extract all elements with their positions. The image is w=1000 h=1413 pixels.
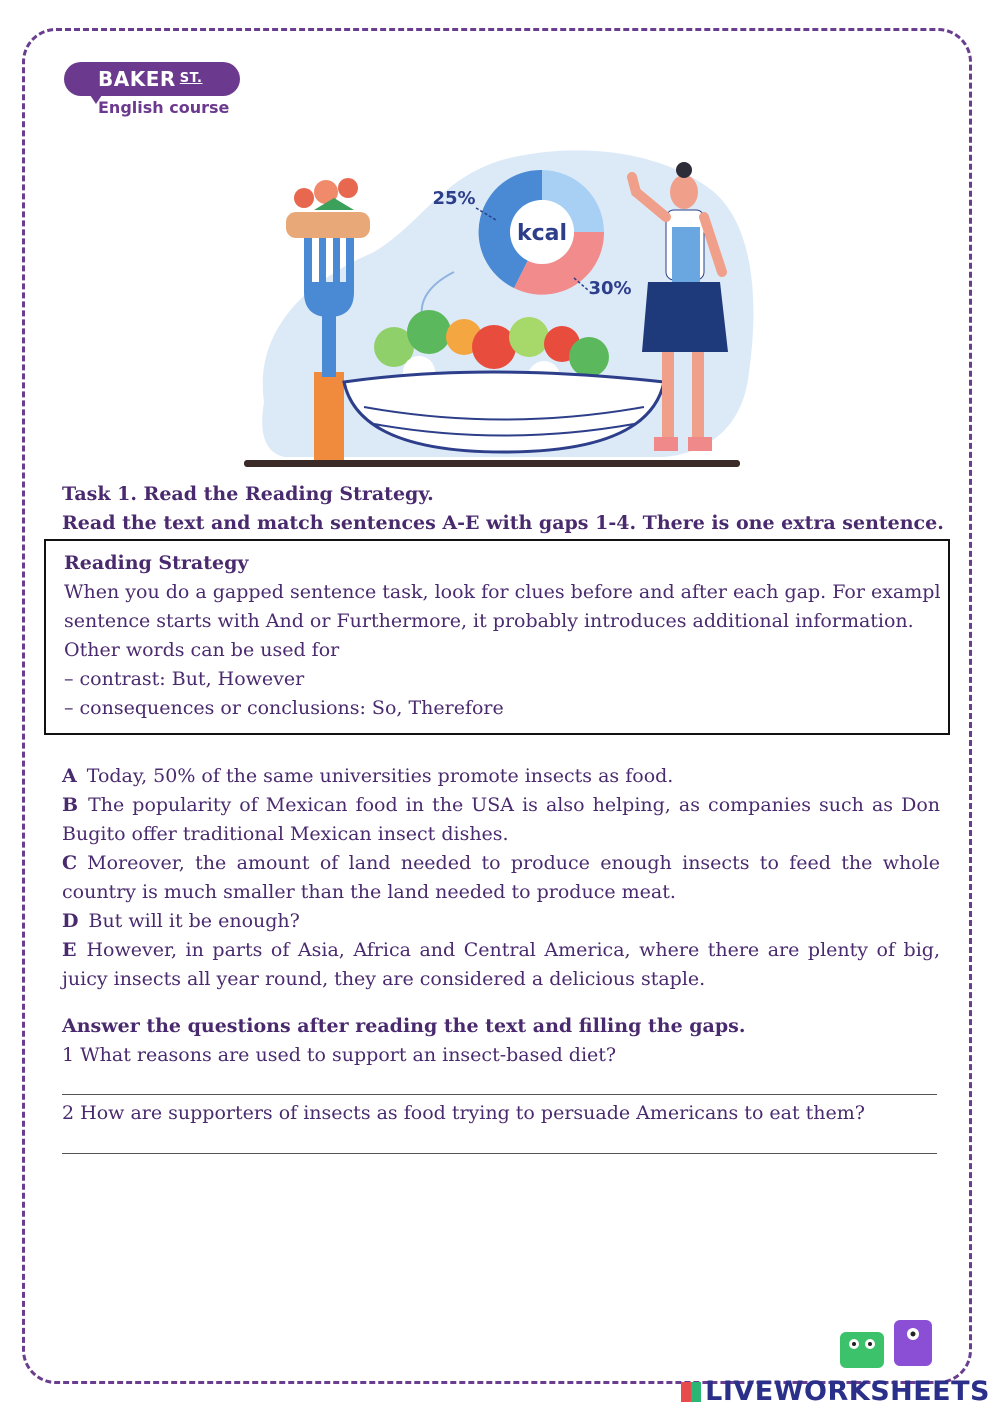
sentence-letter: A (62, 765, 77, 787)
logo-brand: BAKER (98, 67, 176, 91)
answer-line-2[interactable] (62, 1153, 937, 1154)
pie-label-30: 30% (588, 278, 632, 299)
logo-badge (64, 62, 240, 96)
sentence-text: However, in parts of Asia, Africa and Central America, where there are plenty of big, juicy insects all year round, they are considered a delicious staple. (62, 939, 940, 990)
liveworksheets-text: LIVEWORKSHEETS (705, 1376, 990, 1407)
sentence-letter: D (62, 910, 79, 932)
sentence-a (62, 762, 940, 791)
logo-subtitle: English course (98, 98, 230, 117)
puzzle-mascots-icon (832, 1310, 942, 1380)
pie-center-label: kcal (516, 221, 568, 246)
table-line (244, 460, 740, 467)
sentence-text: Today, 50% of the same universities promote insects as food. (86, 765, 674, 787)
task-instruction: Read the text and match sentences A-E with gaps 1-4. There is one extra sentence. (62, 512, 944, 534)
question-2: 2 How are supporters of insects as food trying to persuade Americans to eat them? (62, 1102, 865, 1124)
sentence-letter: E (62, 939, 77, 961)
answer-line-1[interactable] (62, 1094, 937, 1095)
sentence-text: Moreover, the amount of land needed to produce enough insects to feed the whole country is much smaller than the land needed to produce meat. (62, 852, 940, 903)
healthy-food-illustration (244, 132, 764, 472)
questions-heading: Answer the questions after reading the text and filling the gaps. (62, 1015, 746, 1037)
strategy-bullet-consequences: – consequences or conclusions: So, Therefore (64, 697, 504, 719)
sentence-b (62, 791, 940, 849)
sentence-d (62, 907, 940, 936)
liveworksheets-logo (681, 1376, 990, 1407)
strategy-line-1: When you do a gapped sentence task, look for clues before and after each gap. For exampl (64, 581, 941, 603)
strategy-line-3: Other words can be used for (64, 639, 340, 661)
strategy-heading: Reading Strategy (64, 552, 249, 574)
sentence-e (62, 936, 940, 994)
strategy-bullet-contrast: – contrast: But, However (64, 668, 305, 690)
baker-st-logo (64, 62, 244, 120)
sentence-letter: C (62, 852, 78, 874)
pie-label-25: 25% (432, 188, 476, 209)
logo-brand-suffix: ST. (179, 71, 203, 86)
liveworksheets-mark-icon (681, 1382, 701, 1402)
question-1: 1 What reasons are used to support an insect-based diet? (62, 1044, 617, 1066)
strategy-line-2: sentence starts with And or Furthermore, it probably introduces additional information. (64, 610, 914, 632)
sentence-c (62, 849, 940, 907)
sentence-letter: B (62, 794, 79, 816)
task-title: Task 1. Read the Reading Strategy. (62, 483, 434, 505)
sentence-text: The popularity of Mexican food in the USA is also helping, as companies such as Don Bugito offer traditional Mexican insect dishes. (62, 794, 940, 845)
sentence-text: But will it be enough? (88, 910, 300, 932)
reading-strategy-box (44, 539, 950, 735)
